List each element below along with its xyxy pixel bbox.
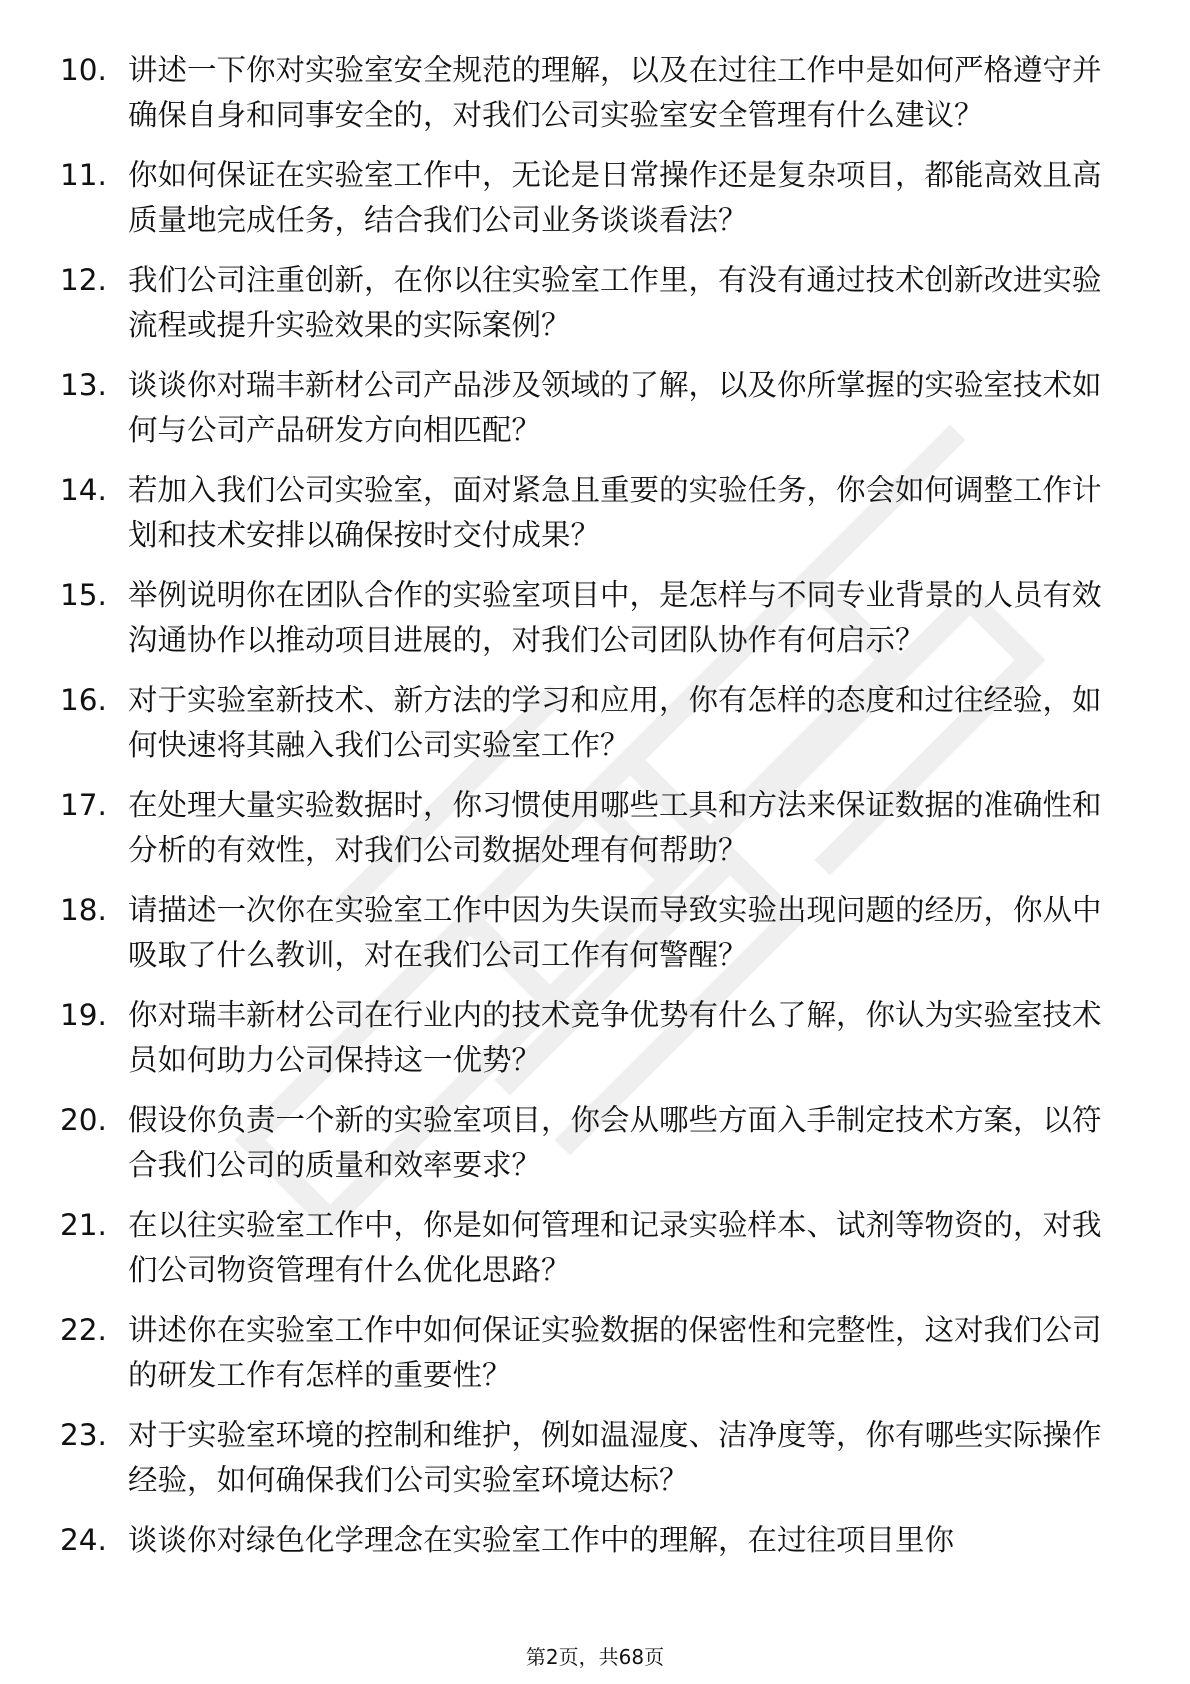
question-number: 18. [60,893,107,927]
question-text: 对于实验室新技术、新方法的学习和应用，你有怎样的态度和过往经验，如何快速将其融入我们公司实验室工作？ [128,683,1102,762]
question-number: 11. [60,158,107,192]
question-number: 10. [60,53,107,87]
question-item [60,468,1110,558]
question-number: 15. [60,578,107,612]
question-number: 13. [60,368,107,402]
question-text: 若加入我们公司实验室，面对紧急且重要的实验任务，你会如何调整工作计划和技术安排以确保按时交付成果？ [128,473,1102,552]
question-number: 22. [60,1313,107,1347]
question-item [60,678,1110,768]
question-text: 讲述你在实验室工作中如何保证实验数据的保密性和完整性，这对我们公司的研发工作有怎样的重要性？ [128,1313,1102,1392]
question-item [60,48,1110,138]
question-text: 假设你负责一个新的实验室项目，你会从哪些方面入手制定技术方案，以符合我们公司的质量和效率要求？ [128,1103,1102,1182]
question-item [60,1308,1110,1398]
question-text: 在处理大量实验数据时，你习惯使用哪些工具和方法来保证数据的准确性和分析的有效性，对我们公司数据处理有何帮助？ [128,788,1102,867]
question-item [60,153,1110,243]
question-item [60,1203,1110,1293]
page-number-label: 第2页，共68页 [525,1645,665,1669]
question-number: 24. [60,1523,107,1557]
question-item [60,783,1110,873]
question-text: 你对瑞丰新材公司在行业内的技术竞争优势有什么了解，你认为实验室技术员如何助力公司保持这一优势？ [128,998,1102,1077]
question-item [60,363,1110,453]
question-number: 16. [60,683,107,717]
question-item [60,1413,1110,1503]
question-text: 谈谈你对绿色化学理念在实验室工作中的理解，在过往项目里你 [128,1523,955,1557]
question-item [60,573,1110,663]
question-text: 谈谈你对瑞丰新材公司产品涉及领域的了解，以及你所掌握的实验室技术如何与公司产品研发方向相匹配？ [128,368,1102,447]
question-item [60,1098,1110,1188]
question-number: 20. [60,1103,107,1137]
question-number: 21. [60,1208,107,1242]
question-item [60,888,1110,978]
question-item [60,1518,1110,1563]
question-text: 讲述一下你对实验室安全规范的理解，以及在过往工作中是如何严格遵守并确保自身和同事安全的，对我们公司实验室安全管理有什么建议？ [128,53,1102,132]
question-number: 17. [60,788,107,822]
page-footer [0,1643,1190,1671]
question-number: 23. [60,1418,107,1452]
question-number: 12. [60,263,107,297]
question-text: 对于实验室环境的控制和维护，例如温湿度、洁净度等，你有哪些实际操作经验，如何确保我们公司实验室环境达标？ [128,1418,1102,1497]
question-number: 19. [60,998,107,1032]
question-number: 14. [60,473,107,507]
question-item [60,993,1110,1083]
question-text: 你如何保证在实验室工作中，无论是日常操作还是复杂项目，都能高效且高质量地完成任务，结合我们公司业务谈谈看法？ [128,158,1102,237]
question-item [60,258,1110,348]
question-text: 举例说明你在团队合作的实验室项目中，是怎样与不同专业背景的人员有效沟通协作以推动项目进展的，对我们公司团队协作有何启示？ [128,578,1102,657]
question-text: 请描述一次你在实验室工作中因为失误而导致实验出现问题的经历，你从中吸取了什么教训，对在我们公司工作有何警醒？ [128,893,1102,972]
question-text: 我们公司注重创新，在你以往实验室工作里，有没有通过技术创新改进实验流程或提升实验效果的实际案例？ [128,263,1102,342]
question-list [60,48,1110,1578]
question-text: 在以往实验室工作中，你是如何管理和记录实验样本、试剂等物资的，对我们公司物资管理有什么优化思路？ [128,1208,1102,1287]
